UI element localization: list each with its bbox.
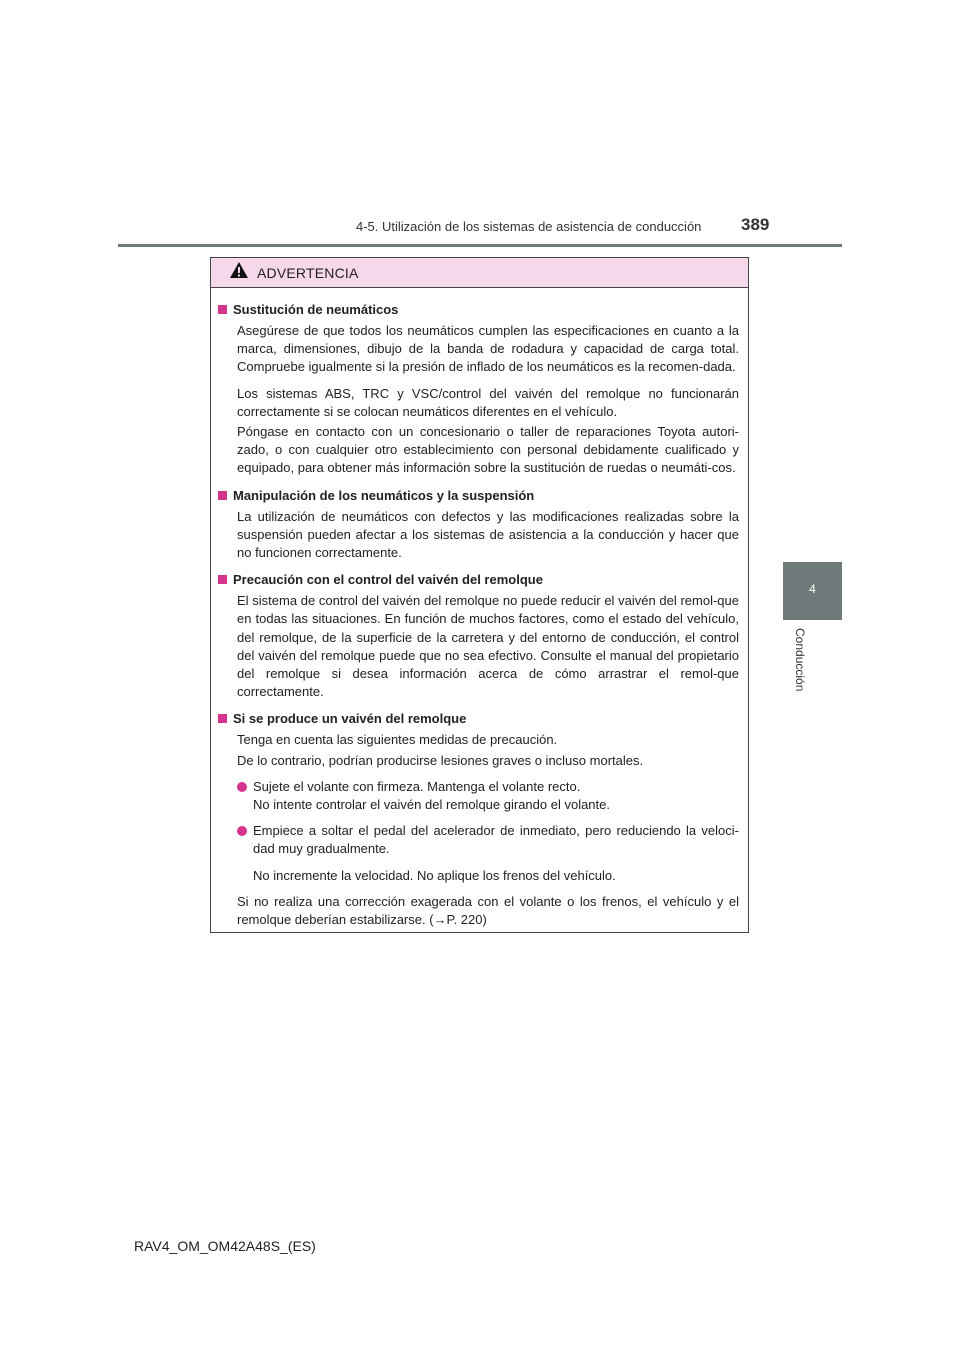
section-heading-text: Sustitución de neumáticos	[233, 302, 399, 317]
warning-title: ADVERTENCIA	[257, 264, 359, 281]
section-heading	[218, 300, 739, 319]
chapter-tab: 4	[783, 562, 842, 620]
warning-body	[211, 288, 748, 929]
square-bullet-icon	[218, 575, 227, 584]
section-heading	[218, 709, 739, 728]
warning-box	[210, 257, 749, 933]
closing-text: Si no realiza una corrección exagerada con el volante o los frenos, el vehículo y el remolque deberían estabilizarse. (→P. 220)	[237, 893, 739, 928]
section-heading-text: Si se produce un vaivén del remolque	[233, 711, 467, 727]
paragraph: El sistema de control del vaivén del remolque no puede reducir el vaivén del remol-que en todas las situaciones. En función de muchos factores, como el estado del vehículo, del remolque, de la superficie de la carretera y del entorno de conducción, el control del vaivén del remolque puede que no sea efectivo. Consulte el manual del propietario del remolque si desea información acerca de cómo arrastrar el remol-que correctamente.	[237, 593, 739, 700]
chapter-tab-label: Conducción	[793, 628, 807, 692]
section-heading-text: Precaución con el control del vaivén del remolque	[233, 572, 543, 588]
paragraph: Póngase en contacto con un concesionario o taller de reparaciones Toyota autori-zado, o con cualquier otro establecimiento con personal debidamente cualificado y equipado, para obtener más información sobre la sustitución de ruedas o neumáti-cos.	[237, 424, 739, 476]
document-code: RAV4_OM_OM42A48S_(ES)	[134, 1238, 316, 1254]
bullet-line: Empiece a soltar el pedal del acelerador de inmediato, pero reduciendo la veloci-dad muy gradualmente.	[253, 823, 739, 857]
square-bullet-icon	[218, 714, 227, 723]
header-divider	[118, 244, 842, 247]
circle-bullet-icon	[237, 826, 247, 836]
bullet-item	[237, 778, 739, 814]
section-heading	[218, 486, 739, 505]
paragraph: Tenga en cuenta las siguientes medidas de precaución.	[237, 732, 558, 748]
page-number: 389	[741, 215, 770, 234]
paragraph: Los sistemas ABS, TRC y VSC/control del vaivén del remolque no funcionarán correctamente si se colocan neumáticos diferentes en el vehículo.	[237, 385, 739, 419]
section-heading-text: Manipulación de los neumáticos y la suspensión	[233, 487, 535, 503]
warning-triangle-icon	[229, 261, 249, 284]
paragraph: De lo contrario, podrían producirse lesiones graves o incluso mortales.	[237, 752, 644, 768]
paragraph: La utilización de neumáticos con defectos y las modificaciones realizadas sobre la suspensión pueden afectar a los sistemas de asistencia a la conducción y hacer que no funcionen correctamente.	[237, 508, 739, 561]
paragraph: No incremente la velocidad. No aplique los frenos del vehículo.	[253, 867, 616, 883]
bullet-line: No intente controlar el vaivén del remolque girando el volante.	[253, 797, 610, 813]
section-heading	[218, 570, 739, 589]
bullet-line: Sujete el volante con firmeza. Mantenga el volante recto.	[253, 778, 581, 794]
bullet-item	[237, 822, 739, 858]
header-section-title: 4-5. Utilización de los sistemas de asistencia de conducción	[356, 219, 702, 234]
circle-bullet-icon	[237, 782, 247, 792]
paragraph: Asegúrese de que todos los neumáticos cumplen las especificaciones en cuanto a la marca, dimensiones, dibujo de la banda de rodadura y capacidad de carga total. Compruebe igualmente si la presión de inflado de los neumáticos es la recomen-dada.	[237, 323, 739, 375]
square-bullet-icon	[218, 491, 227, 500]
paragraph	[237, 893, 739, 929]
square-bullet-icon	[218, 305, 227, 314]
warning-header	[211, 258, 748, 288]
